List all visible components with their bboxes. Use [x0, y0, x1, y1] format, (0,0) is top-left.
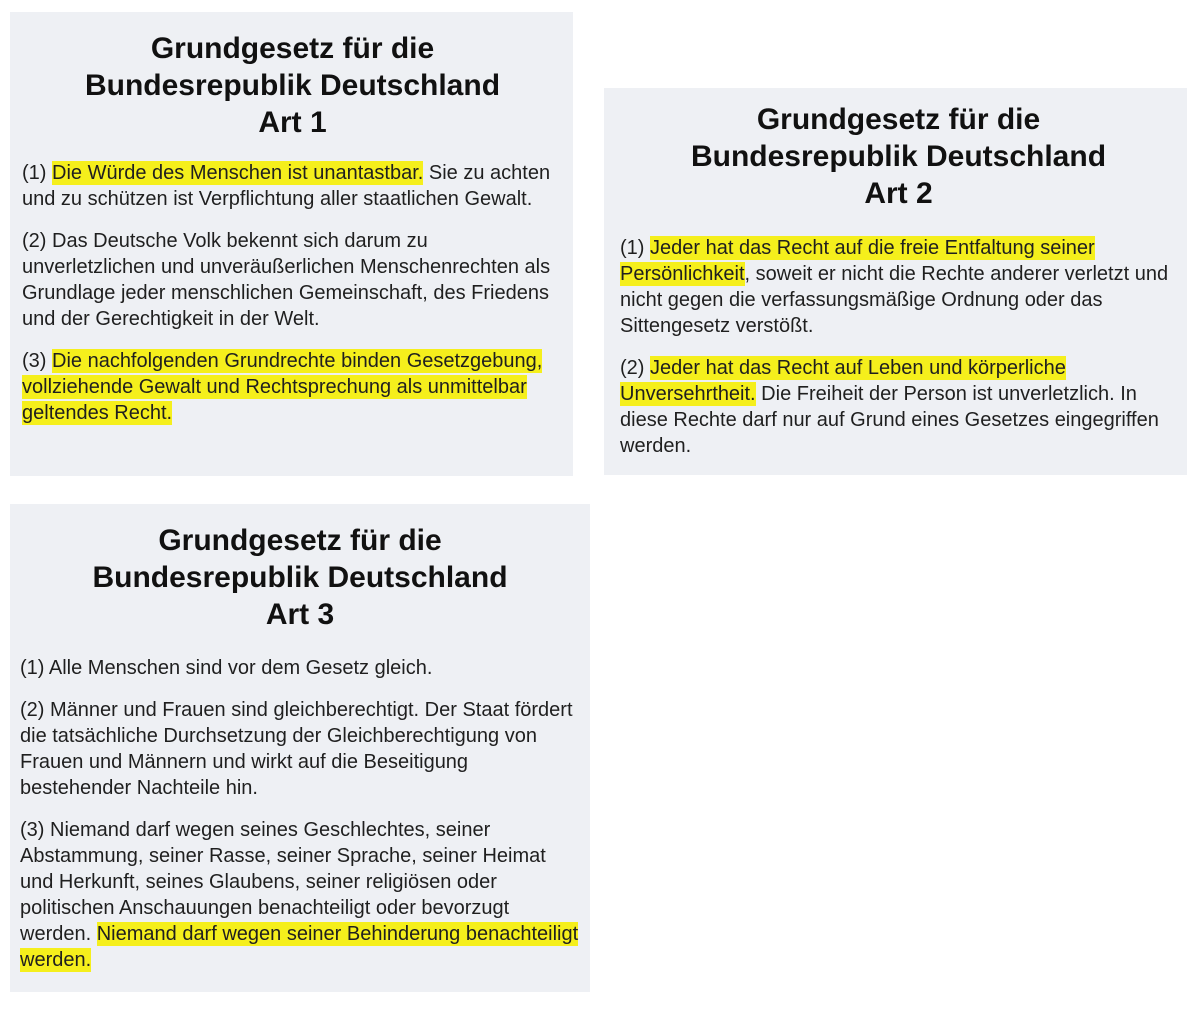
paragraph: [20, 697, 580, 801]
highlighted-text: Die nachfolgenden Grundrechte binden Gesetzgebung, vollziehende Gewalt und Rechtsprechung als unmittelbar geltendes Recht.: [22, 350, 543, 424]
title-line-3: Art 1: [258, 106, 327, 139]
article-card-art-2: [604, 88, 1187, 475]
title-line-3: Art 3: [265, 598, 335, 631]
paragraph-text: (3): [22, 350, 52, 372]
article-paragraphs: [22, 160, 563, 426]
title-line-2: Bundesrepublik Deutschland: [690, 140, 1107, 173]
article-title: [620, 101, 1177, 212]
article-card-art-3: [10, 504, 590, 992]
article-title: [20, 522, 580, 633]
paragraph: [22, 228, 563, 332]
paragraph: [22, 348, 563, 426]
paragraph: [20, 655, 580, 681]
paragraph: [620, 355, 1177, 459]
paragraph: [620, 235, 1177, 339]
paragraph: [22, 160, 563, 212]
highlighted-text: Jeder hat das Recht auf die freie Entfaltung seiner Persönlichkeit: [620, 237, 1095, 285]
title-line-1: Grundgesetz für die: [756, 103, 1041, 136]
title-line-2: Bundesrepublik Deutschland: [92, 561, 508, 594]
paragraph-text: (1): [22, 162, 52, 184]
title-line-2: Bundesrepublik Deutschland: [84, 69, 501, 102]
paragraph-text: (2): [620, 357, 650, 379]
title-line-1: Grundgesetz für die: [158, 524, 442, 557]
paragraph-text: (1) Alle Menschen sind vor dem Gesetz gleich.: [20, 657, 433, 679]
paragraph-text: (2) Männer und Frauen sind gleichberechtigt. Der Staat fördert die tatsächliche Durchsetzung der Gleichberechtigung von Frauen und Männern und wirkt auf die Beseitigung bestehender Nachteile hin.: [20, 699, 573, 799]
paragraph-text: (2) Das Deutsche Volk bekennt sich darum zu unverletzlichen und unveräußerlichen Menschenrechten als Grundlage jeder menschlichen Gemeinschaft, des Friedens und der Gerechtigkeit in der Welt.: [22, 230, 551, 330]
article-card-art-1: [10, 12, 573, 476]
paragraph-text: (1): [620, 237, 650, 259]
highlighted-text: Jeder hat das Recht auf Leben und körperliche Unversehrtheit.: [620, 357, 1066, 405]
paragraph-text: Sie zu achten und zu schützen ist Verpflichtung aller staatlichen Gewalt.: [22, 162, 551, 210]
title-line-1: Grundgesetz für die: [150, 32, 435, 65]
paragraph-text: , soweit er nicht die Rechte anderer verletzt und nicht gegen die verfassungsmäßige Ordnung oder das Sittengesetz verstößt.: [620, 263, 1169, 337]
paragraph-text: (3) Niemand darf wegen seines Geschlechtes, seiner Abstammung, seiner Rasse, seiner Sprache, seiner Heimat und Herkunft, seines Glaubens, seiner religiösen oder politischen Anschauungen benachteiligt oder bevorzugt werden.: [20, 819, 546, 945]
article-paragraphs: [620, 235, 1177, 459]
article-title: [22, 30, 563, 141]
paragraph-text: Die Freiheit der Person ist unverletzlich. In diese Rechte darf nur auf Grund eines Gesetzes eingegriffen werden.: [620, 383, 1159, 457]
highlighted-text: Niemand darf wegen seiner Behinderung benachteiligt werden.: [20, 923, 579, 971]
article-paragraphs: [20, 655, 580, 973]
title-line-3: Art 2: [864, 177, 933, 210]
highlighted-text: Die Würde des Menschen ist unantastbar.: [52, 162, 424, 184]
paragraph: [20, 817, 580, 973]
